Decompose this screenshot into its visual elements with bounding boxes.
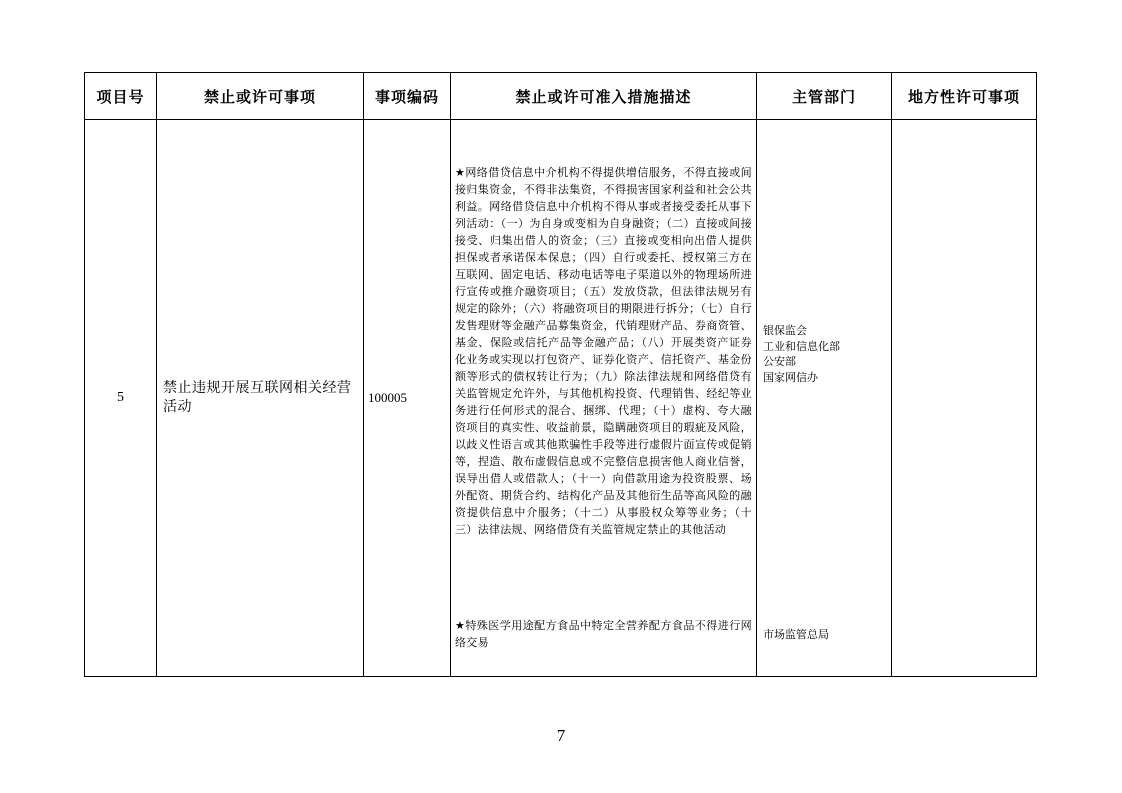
header-local-permit-item: 地方性许可事项 [892, 73, 1037, 120]
local-permit-item-cell [892, 120, 1037, 677]
item-number-cell: 5 [85, 120, 157, 677]
header-competent-department: 主管部门 [757, 73, 892, 120]
competent-department-cell [757, 120, 892, 677]
permit-list-table [84, 72, 1037, 677]
header-measure-description: 禁止或许可准入措施描述 [451, 73, 757, 120]
department-name: 银保监会 [763, 324, 807, 337]
department-name: 国家网信办 [763, 370, 818, 384]
table-header [85, 73, 1037, 120]
measure-description-2: ★特殊医学用途配方食品中特定全营养配方食品不得进行网络交易 [455, 619, 752, 649]
item-code-cell: 100005 [364, 120, 451, 677]
department-name: 工业和信息化部 [763, 339, 840, 353]
department-name: 市场监管总局 [763, 628, 829, 641]
permit-item-cell: 禁止违规开展互联网相关经营活动 [157, 120, 364, 677]
page-number: 7 [556, 726, 566, 745]
header-item-code: 事项编码 [364, 73, 451, 120]
header-permit-item: 禁止或许可事项 [157, 73, 364, 120]
measure-description-cell [451, 120, 757, 677]
table-row [85, 120, 1037, 677]
header-row [85, 73, 1037, 120]
department-group-2 [763, 627, 887, 643]
measure-description-1: ★网络借贷信息中介机构不得提供增信服务，不得直接或间接归集资金，不得非法集资，不得损害国家利益和社会公共利益。网络借贷信息中介机构不得从事或者接受委托从事下列活动：（一）为自身或变相为自身融资；（二）直接或间接接受、归集出借人的资金；（三）直接或变相向出借人提供担保或者承诺保本保息；（四）自行或委托、授权第三方在互联网、固定电话、移动电话等电子渠道以外的物理场所进行宣传或推介融资项目；（五）发放贷款，但法律法规另有规定的除外；（六）将融资项目的期限进行拆分；（七）自行发售理财等金融产品募集资金，代销理财产品、券商资管、基金、保险或信托产品等金融产品；（八）开展类资产证券化业务或实现以打包资产、证券化资产、信托资产、基金份额等形式的债权转让行为；（九）除法律法规和网络借贷有关监管规定允许外，与其他机构投资、代理销售、经纪等业务进行任何形式的混合、捆绑、代理；（十）虚构、夸大融资项目的真实性、收益前景，隐瞒融资项目的瑕疵及风险，以歧义性语言或其他欺骗性手段等进行虚假片面宣传或促销等，捏造、散布虚假信息或不完整信息损害他人商业信誉，误导出借人或借款人；（十一）向借款用途为投资股票、场外配资、期货合约、结构化产品及其他衍生品等高风险的融资提供信息中介服务；（十二）从事股权众筹等业务；（十三）法律法规、网络借贷有关监管规定禁止的其他活动 [455, 166, 752, 536]
department-name: 公安部 [763, 355, 796, 368]
header-item-number: 项目号 [85, 73, 157, 120]
department-group-1 [763, 323, 887, 385]
